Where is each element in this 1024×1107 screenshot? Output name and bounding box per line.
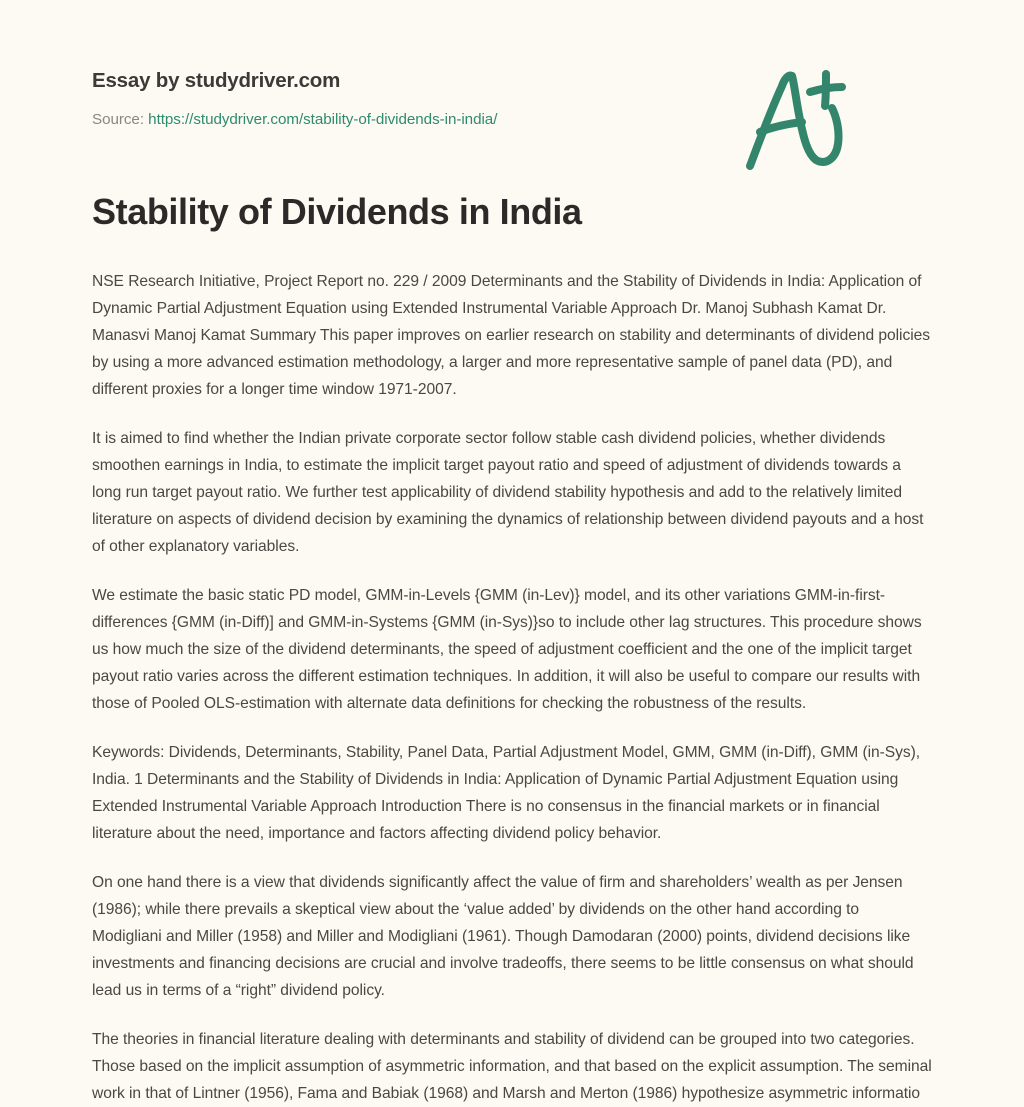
article-body (92, 268, 932, 1107)
paragraph: On one hand there is a view that dividends significantly affect the value of firm and shareholders’ wealth as per Jensen (1986); while there prevails a skeptical view about the ‘value added’ by dividends on the other hand according to Modigliani and Miller (1958) and Miller and Modigliani (1961). Though Damodaran (2000) points, dividend decisions like investments and financing decisions are crucial and involve tradeoffs, there seems to be little consensus on what should lead us in terms of a “right” dividend policy. (92, 874, 914, 999)
paragraph: It is aimed to find whether the Indian private corporate sector follow stable cash dividend policies, whether dividends smoothen earnings in India, to estimate the implicit target payout ratio and speed of adjustment of dividends towards a long run target payout ratio. We further test applicability of dividend stability hypothesis and add to the relatively limited literature on aspects of dividend decision by examining the dynamics of relationship between dividend payouts and a host of other explanatory variables. (92, 430, 924, 555)
paragraph: The theories in financial literature dealing with determinants and stability of dividend can be grouped into two categories. Those based on the implicit assumption of asymmetric information, and that based on the explicit assumption. The seminal work in that of Lintner (1956), Fama and Babiak (1968) and Marsh and Merton (1986) hypothesize asymmetric informatio (92, 1031, 932, 1102)
byline: Essay by studydriver.com (92, 69, 341, 92)
page-title: Stability of Dividends in India (92, 191, 582, 232)
paragraph: We estimate the basic static PD model, GMM-in-Levels {GMM (in-Lev)} model, and its other variations GMM-in-first-differences {GMM (in-Diff)] and GMM-in-Systems {GMM (in-Sys)}so to include other lag structures. This procedure shows us how much the size of the dividend determinants, the speed of adjustment coefficient and the one of the implicit target payout ratio varies across the different estimation techniques. In addition, it will also be useful to compare our results with those of Pooled OLS-estimation with alternate data definitions for checking the robustness of the results. (92, 587, 922, 712)
article (92, 118, 932, 1107)
a-plus-logo-icon (734, 62, 854, 182)
source-label: Source: (92, 111, 144, 128)
paragraph: NSE Research Initiative, Project Report no. 229 / 2009 Determinants and the Stability of Dividends in India: Application of Dynamic Partial Adjustment Equation using Extended Instrumental Variable Approach Dr. Manoj Subhash Kamat Dr. Manasvi Manoj Kamat Summary This paper improves on earlier research on stability and determinants of dividend policies by using a more advanced estimation methodology, a larger and more representative sample of panel data (PD), and different proxies for a longer time window 1971-2007. (92, 273, 931, 398)
page-header (92, 0, 932, 128)
paragraph: Keywords: Dividends, Determinants, Stability, Panel Data, Partial Adjustment Model, GMM, GMM (in-Diff), GMM (in-Sys), India. 1 Determinants and the Stability of Dividends in India: Application of Dynamic Partial Adjustment Equation using Extended Instrumental Variable Approach Introduction There is no consensus in the financial markets or in financial literature about the need, importance and factors affecting dividend policy behavior. (92, 744, 921, 842)
source-url-link[interactable]: https://studydriver.com/stability-of-dividends-in-india/ (148, 111, 498, 128)
